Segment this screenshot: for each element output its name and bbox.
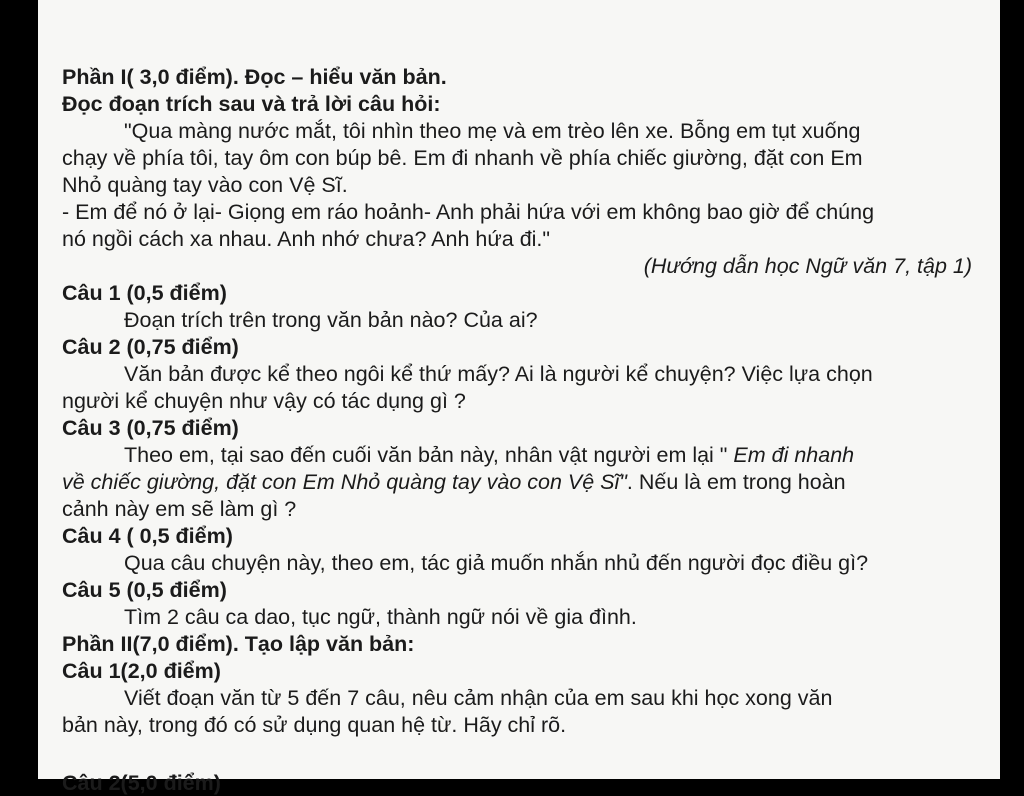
q3-line-2: [62, 469, 982, 496]
p2q2-label-cut-off: Câu 2(5,0 điểm): [62, 771, 221, 795]
q5-label: Câu 5 (0,5 điểm): [62, 578, 227, 602]
excerpt-line-3: Nhỏ quàng tay vào con Vệ Sĩ.: [62, 173, 348, 197]
excerpt-line-5: nó ngồi cách xa nhau. Anh nhớ chưa? Anh hứa đi.": [62, 227, 551, 251]
q1-text: Đoạn trích trên trong văn bản nào? Của ai?: [124, 308, 538, 332]
p2q1-line-2: bản này, trong đó có sử dụng quan hệ từ. Hãy chỉ rõ.: [62, 713, 567, 737]
q4-text: Qua câu chuyện này, theo em, tác giả muốn nhắn nhủ đến người đọc điều gì?: [124, 551, 869, 575]
q3-line-2-quote: về chiếc giường, đặt con Em Nhỏ quàng tay vào con Vệ Sĩ": [62, 470, 627, 494]
q5-text: Tìm 2 câu ca dao, tục ngữ, thành ngữ nói về gia đình.: [124, 605, 637, 629]
exam-text: [62, 64, 982, 739]
part1-instruction: Đọc đoạn trích sau và trả lời câu hỏi:: [62, 92, 441, 116]
part1-heading: Phần I( 3,0 điểm). Đọc – hiểu văn bản.: [62, 65, 447, 89]
q3-line-2-plain: . Nếu là em trong hoàn: [626, 470, 846, 494]
q3-line-1: [62, 442, 982, 469]
p2q1-line-1: Viết đoạn văn từ 5 đến 7 câu, nêu cảm nhận của em sau khi học xong văn: [124, 686, 833, 710]
q1-label: Câu 1 (0,5 điểm): [62, 281, 227, 305]
document-page: [38, 0, 1000, 795]
p2q1-label: Câu 1(2,0 điểm): [62, 659, 221, 683]
excerpt-line-2: chạy về phía tôi, tay ôm con búp bê. Em đi nhanh về phía chiếc giường, đặt con Em: [62, 146, 863, 170]
q3-line-1-quote: Em đi nhanh: [733, 443, 855, 467]
q3-label: Câu 3 (0,75 điểm): [62, 416, 239, 440]
q2-label: Câu 2 (0,75 điểm): [62, 335, 239, 359]
excerpt-source: (Hướng dẫn học Ngữ văn 7, tập 1): [643, 254, 972, 278]
q4-label: Câu 4 ( 0,5 điểm): [62, 524, 233, 548]
excerpt-line-1: "Qua màng nước mắt, tôi nhìn theo mẹ và em trèo lên xe. Bỗng em tụt xuống: [124, 119, 861, 143]
q3-line-3: cảnh này em sẽ làm gì ?: [62, 497, 297, 521]
excerpt-line-4: - Em để nó ở lại- Giọng em ráo hoảnh- Anh phải hứa với em không bao giờ để chúng: [62, 200, 875, 224]
q2-line-2: người kể chuyện như vậy có tác dụng gì ?: [62, 389, 466, 413]
q3-line-1-plain: Theo em, tại sao đến cuối văn bản này, nhân vật người em lại ": [124, 443, 734, 467]
q2-line-1: Văn bản được kể theo ngôi kể thứ mấy? Ai là người kể chuyện? Việc lựa chọn: [124, 362, 873, 386]
part2-heading: Phần II(7,0 điểm). Tạo lập văn bản:: [62, 632, 415, 656]
